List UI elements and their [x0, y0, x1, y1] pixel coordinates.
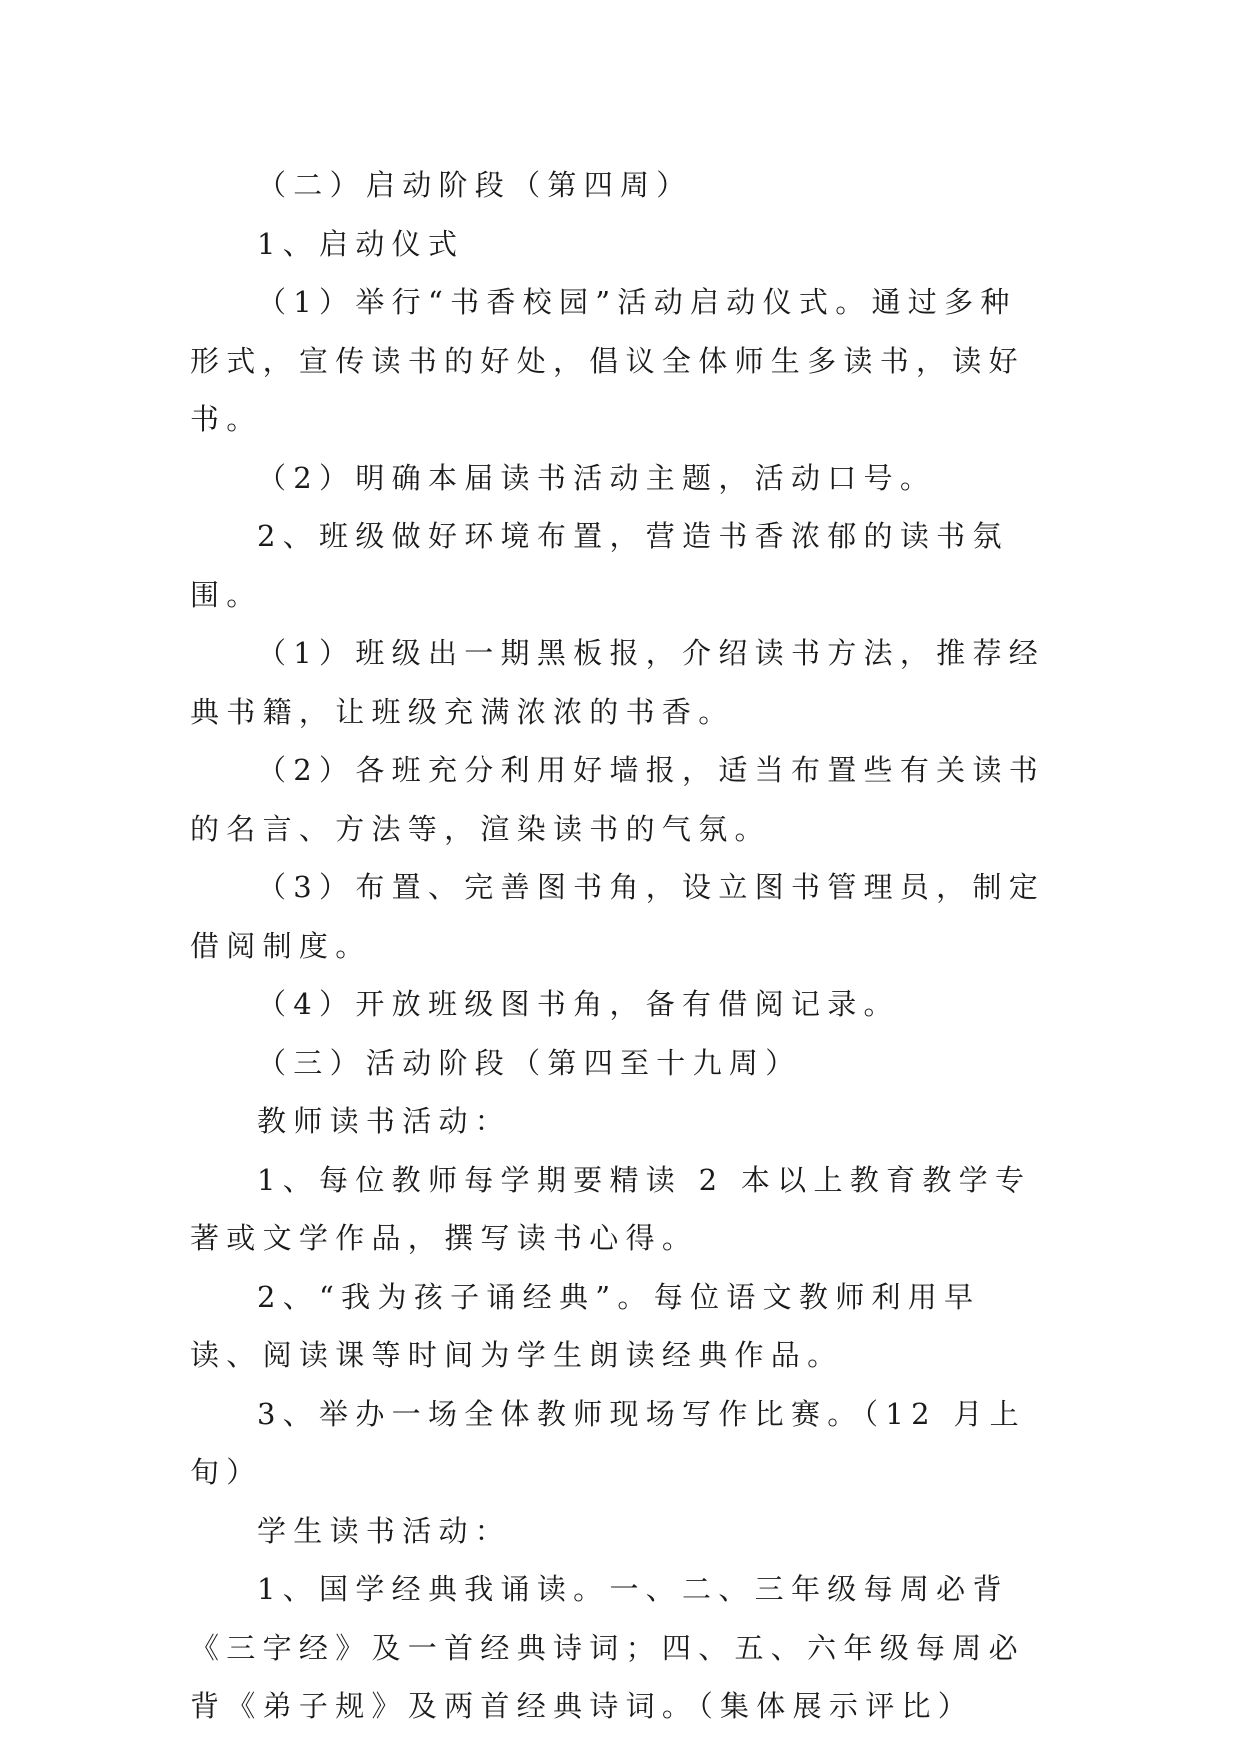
paragraph: 2、“我为孩子诵经典”。每位语文教师利用早读、阅读课等时间为学生朗读经典作品。 — [190, 1279, 981, 1372]
paragraph: 1、国学经典我诵读。一、二、三年级每周必背《三字经》及一首经典诗词；四、五、六年级每周必背《弟子规》及两首经典诗词。（集体展示评比） — [190, 1572, 1025, 1723]
subheading-student-activities: 学生读书活动： — [257, 1513, 512, 1548]
paragraph: 1、每位教师每学期要精读 2 本以上教育教学专著或文学作品，撰写读书心得。 — [190, 1162, 1032, 1255]
paragraph: （4）开放班级图书角，备有借阅记录。 — [257, 987, 900, 1021]
paragraph: （1）班级出一期黑板报，介绍读书方法，推荐经典书籍，让班级充满浓浓的书香。 — [190, 636, 1046, 729]
document-body — [190, 156, 1050, 1736]
item-class-environment: 2、班级做好环境布置，营造书香浓郁的读书氛围。 — [190, 519, 1009, 612]
paragraph: （1）举行“书香校园”活动启动仪式。通过多种形式，宣传读书的好处，倡议全体师生多读书，读好书。 — [190, 285, 1025, 436]
paragraph: （3）布置、完善图书角，设立图书管理员，制定借阅制度。 — [190, 870, 1046, 963]
section-heading-launch: （二）启动阶段（第四周） — [257, 168, 693, 202]
paragraph: （2）明确本届读书活动主题，活动口号。 — [257, 460, 937, 495]
item-launch-ceremony: 1、启动仪式 — [257, 226, 465, 261]
subheading-teacher-activities: 教师读书活动： — [257, 1104, 512, 1138]
paragraph: 3、举办一场全体教师现场写作比赛。（12 月上旬） — [190, 1396, 1026, 1489]
section-heading-activity: （三）活动阶段（第四至十九周） — [257, 1045, 802, 1080]
paragraph: （2）各班充分利用好墙报，适当布置些有关读书的名言、方法等，渲染读书的气氛。 — [190, 753, 1046, 846]
